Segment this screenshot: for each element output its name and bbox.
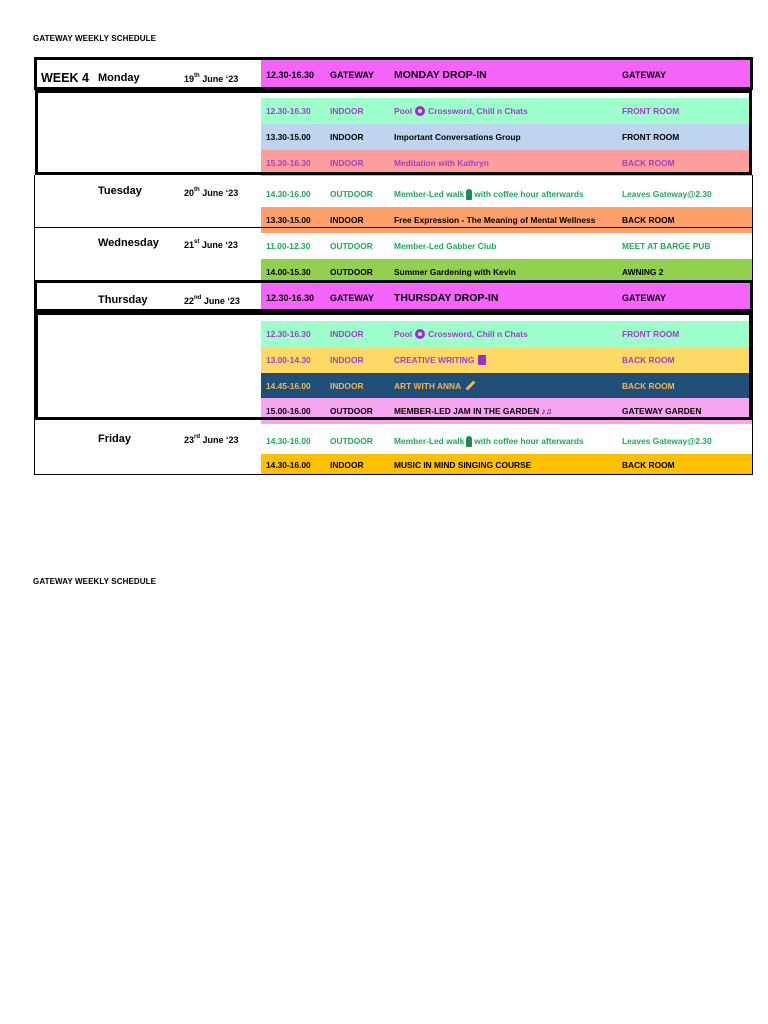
date-number: 20 bbox=[184, 188, 195, 198]
date-rest: June ‘23 bbox=[199, 240, 238, 250]
music-notes-icon: ♪♫ bbox=[541, 406, 552, 416]
activity-part: with coffee hour afterwards bbox=[474, 189, 584, 199]
row-activity bbox=[394, 428, 584, 454]
row-type: INDOOR bbox=[330, 459, 364, 470]
outer-left-border bbox=[34, 175, 35, 475]
row-activity: Member-Led Gabber Club bbox=[394, 241, 497, 251]
row-time: 14.45-16.00 bbox=[266, 380, 311, 391]
row-location: Leaves Gateway@2.30 bbox=[622, 189, 712, 199]
row-time: 14.30-16.00 bbox=[266, 436, 311, 446]
activity-part: ART WITH ANNA bbox=[394, 380, 462, 391]
schedule-row bbox=[261, 454, 752, 475]
date-label-thursday bbox=[184, 296, 240, 306]
row-time: 14.00-15.30 bbox=[266, 267, 311, 277]
row-location: FRONT ROOM bbox=[622, 329, 680, 339]
date-number: 21 bbox=[184, 240, 195, 250]
schedule-row bbox=[261, 207, 752, 233]
row-time: 15.30-16.30 bbox=[266, 158, 311, 168]
activity-part: Pool bbox=[394, 106, 413, 116]
row-location: GATEWAY GARDEN bbox=[622, 406, 702, 416]
row-time: 12.30-16.30 bbox=[266, 69, 315, 80]
row-type: INDOOR bbox=[330, 355, 364, 365]
date-suffix: th bbox=[194, 187, 200, 193]
thursday-rows-box bbox=[35, 312, 752, 420]
date-label-tuesday bbox=[184, 188, 238, 198]
day-label-friday: Friday bbox=[98, 433, 132, 445]
row-location: BACK ROOM bbox=[622, 380, 675, 391]
row-location: MEET AT BARGE PUB bbox=[622, 241, 711, 251]
row-location: AWNING 2 bbox=[622, 267, 664, 277]
document-title: GATEWAY WEEKLY SCHEDULE bbox=[33, 34, 157, 43]
row-activity: THURSDAY DROP-IN bbox=[394, 291, 499, 304]
row-location: BACK ROOM bbox=[622, 215, 675, 225]
schedule-row bbox=[261, 233, 752, 259]
row-activity: Free Expression - The Meaning of Mental Wellness bbox=[394, 215, 596, 225]
day-label-tuesday: Tuesday bbox=[98, 185, 142, 197]
activity-part: Crossword, Chill n Chats bbox=[428, 329, 528, 339]
row-location: FRONT ROOM bbox=[622, 106, 680, 116]
date-suffix: st bbox=[194, 239, 200, 245]
row-time: 14.30-16.00 bbox=[266, 189, 311, 199]
date-number: 22 bbox=[184, 296, 195, 306]
activity-part: CREATIVE WRITING bbox=[394, 355, 475, 365]
date-rest: June ‘23 bbox=[199, 74, 239, 84]
date-label-wednesday bbox=[184, 240, 238, 250]
row-type: INDOOR bbox=[330, 329, 364, 339]
row-activity: MUSIC IN MIND SINGING COURSE bbox=[394, 459, 532, 470]
day-label-thursday: Thursday bbox=[98, 294, 148, 306]
date-rest: June ‘23 bbox=[200, 435, 239, 445]
row-time: 15.00-16.00 bbox=[266, 406, 311, 416]
row-location: FRONT ROOM bbox=[622, 132, 680, 142]
activity-part: Member-Led walk bbox=[394, 189, 465, 199]
date-number: 19 bbox=[184, 74, 195, 84]
row-type: INDOOR bbox=[330, 380, 364, 391]
schedule-row bbox=[261, 428, 752, 454]
activity-part: Member-Led walk bbox=[394, 436, 465, 446]
row-time: 11.00-12.30 bbox=[266, 241, 311, 251]
row-activity: Meditation with Kathryn bbox=[394, 158, 489, 168]
row-type: OUTDOOR bbox=[330, 406, 373, 416]
row-activity: Important Conversations Group bbox=[394, 132, 521, 142]
row-time: 13.30-15.00 bbox=[266, 132, 311, 142]
monday-rows-box bbox=[35, 90, 752, 175]
date-suffix: rd bbox=[194, 434, 201, 440]
row-type: INDOOR bbox=[330, 106, 364, 116]
date-rest: June ‘23 bbox=[199, 188, 239, 198]
row-time: 12.30-16.30 bbox=[266, 292, 315, 303]
row-location: BACK ROOM bbox=[622, 355, 675, 365]
date-rest: June ‘23 bbox=[201, 296, 240, 306]
activity-part: Pool bbox=[394, 329, 413, 339]
day-label-wednesday: Wednesday bbox=[98, 237, 159, 249]
date-number: 23 bbox=[184, 435, 195, 445]
activity-part: with coffee hour afterwards bbox=[474, 436, 584, 446]
row-activity bbox=[394, 181, 584, 207]
monday-header-box bbox=[34, 57, 753, 90]
row-time: 12.30-16.30 bbox=[266, 329, 311, 339]
date-suffix: nd bbox=[194, 295, 202, 301]
walking-person-icon bbox=[466, 189, 472, 200]
row-time: 13.00-14.30 bbox=[266, 355, 311, 365]
row-location: BACK ROOM bbox=[622, 459, 675, 470]
row-type: OUTDOOR bbox=[330, 436, 373, 446]
wednesday-divider bbox=[34, 227, 753, 228]
row-time: 13.30-15.00 bbox=[266, 215, 311, 225]
activity-part: Crossword, Chill n Chats bbox=[428, 106, 528, 116]
walking-person-icon bbox=[466, 436, 472, 447]
date-label-monday bbox=[184, 74, 238, 84]
row-type: OUTDOOR bbox=[330, 267, 373, 277]
row-type: INDOOR bbox=[330, 158, 364, 168]
row-type: INDOOR bbox=[330, 215, 364, 225]
row-type: INDOOR bbox=[330, 132, 364, 142]
row-type: OUTDOOR bbox=[330, 241, 373, 251]
schedule-table bbox=[34, 57, 753, 475]
schedule-row bbox=[261, 181, 752, 207]
row-type: OUTDOOR bbox=[330, 189, 373, 199]
row-time: 12.30-16.30 bbox=[266, 106, 311, 116]
row-location: GATEWAY bbox=[622, 292, 667, 303]
row-type: GATEWAY bbox=[330, 69, 375, 80]
row-activity: Summer Gardening with Kevin bbox=[394, 267, 516, 277]
outer-right-border bbox=[752, 175, 753, 475]
row-activity: MONDAY DROP-IN bbox=[394, 68, 487, 81]
row-location: GATEWAY bbox=[622, 69, 667, 80]
date-suffix: th bbox=[194, 73, 200, 79]
week-label: WEEK 4 bbox=[41, 71, 89, 85]
row-time: 14.30-16.00 bbox=[266, 459, 311, 470]
date-label-friday bbox=[184, 435, 239, 445]
document-title-repeat: GATEWAY WEEKLY SCHEDULE bbox=[33, 577, 157, 586]
activity-part: MEMBER-LED JAM IN THE GARDEN bbox=[394, 406, 540, 416]
table-bottom-border bbox=[34, 474, 753, 475]
row-type: GATEWAY bbox=[330, 292, 375, 303]
day-label-monday: Monday bbox=[98, 72, 140, 84]
row-location: Leaves Gateway@2.30 bbox=[622, 436, 712, 446]
row-location: BACK ROOM bbox=[622, 158, 675, 168]
